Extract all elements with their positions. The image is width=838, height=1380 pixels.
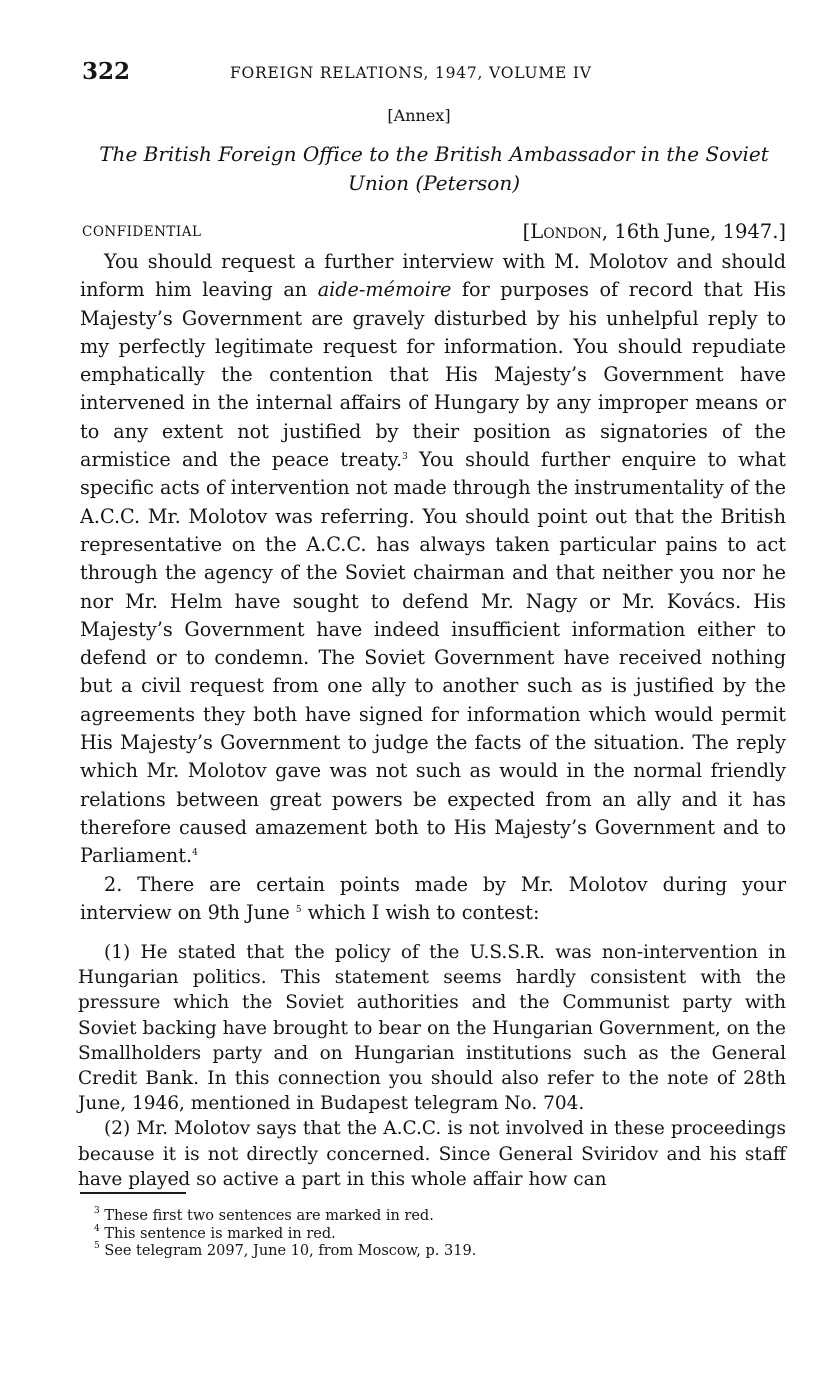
dateline [82,220,786,250]
point-1: (1) He stated that the policy of the U.S.S.R. was non-intervention in Hungarian politics. This statement seems hardly consistent with the pressure which the Soviet authorities and the Communist party with Soviet backing have brought to bear on the Hungarian Government, on the Smallholders party and on Hungarian institutions such as the General Credit Bank. In this connection you should also refer to the note of 28th June, 1946, mentioned in Budapest telegram No. 704. [78,942,786,1115]
paragraph-1-text-b: for purposes of record that His Majesty’s Government are gravely disturbed by his unhelpful reply to my perfectly legitimate request for information. You should repudiate emphatically the contention that His Majesty’s Government have intervened in the internal affairs of Hungary by any improper means or to any extent not justified by their position as signatories of the armistice and the peace treaty. [80,278,786,472]
footnote-mark: 3 [94,1206,100,1216]
paragraph-2-text-b: which I wish to contest: [301,900,540,924]
footnote-4 [94,1223,786,1244]
footnote-5 [94,1243,786,1261]
paragraph-1 [80,248,786,871]
footnote-mark: 5 [94,1241,100,1251]
footnote-mark: 4 [94,1223,100,1234]
dateline-date: , 16th June, 1947.] [601,220,786,243]
letter-body [80,248,786,927]
page-header [82,58,786,88]
aide-memoire-term: aide-mémoire [317,278,452,302]
numbered-points [78,940,786,1192]
paragraph-2 [80,871,786,928]
paragraph-1-text-c: You should further enquire to what specific acts of intervention not made through the instrumentality of the A.C.C. Mr. Molotov was referring. You should point out that the British representative on the A.C.C. has always taken particular pains to act through the agency of the Soviet chairman and that neither you nor he nor Mr. Helm have sought to defend Mr. Nagy or Mr. Kovács. His Majesty’s Government have indeed insufficient information either to defend or to condemn. The Soviet Government have received nothing but a civil request from one ally to another such as is justified by the agreements they both have signed for information which would permit His Majesty’s Government to judge the facts of the situation. The reply which Mr. Molotov gave was not such as would in the normal friendly relations between great powers be expected from an ally and it has therefore caused amazement both to His Majesty’s Government and to Parliament. [80,448,786,868]
dateline-open-bracket: [ [522,220,531,243]
place-date [523,220,786,243]
dateline-place: London [530,220,602,243]
running-title: FOREIGN RELATIONS, 1947, VOLUME IV [230,64,592,82]
document-title: The British Foreign Office to the British Ambassador in the Soviet Union (Peterson) [99,142,769,195]
footnote-ref-3: 3 [402,452,408,463]
footnote-ref-4: 4 [192,848,198,859]
footnote-divider [80,1192,186,1194]
footnote-text: These first two sentences are marked in red. [104,1208,434,1224]
page-number: 322 [82,58,131,85]
footnote-ref-5: 5 [295,904,302,915]
footnote-3 [94,1208,786,1226]
footnote-text: See telegram 2097, June 10, from Moscow, p. 319. [104,1243,477,1259]
point-2: (2) Mr. Molotov says that the A.C.C. is not involved in these proceedings because it is not directly concerned. Since General Sviridov and his staff have played so active a part in this whole affair how can [78,1118,786,1190]
footnote-text: This sentence is marked in red. [104,1225,336,1242]
paragraph-1-text-a: You should request a further interview with M. Molotov and should inform him leaving an [80,250,786,302]
paragraph-2-text-a: 2. There are certain points made by Mr. Molotov during your interview on 9th June [80,872,786,924]
annex-label: [Annex] [387,106,451,125]
footnotes [94,1208,786,1261]
classification-label: CONFIDENTIAL [82,224,202,240]
